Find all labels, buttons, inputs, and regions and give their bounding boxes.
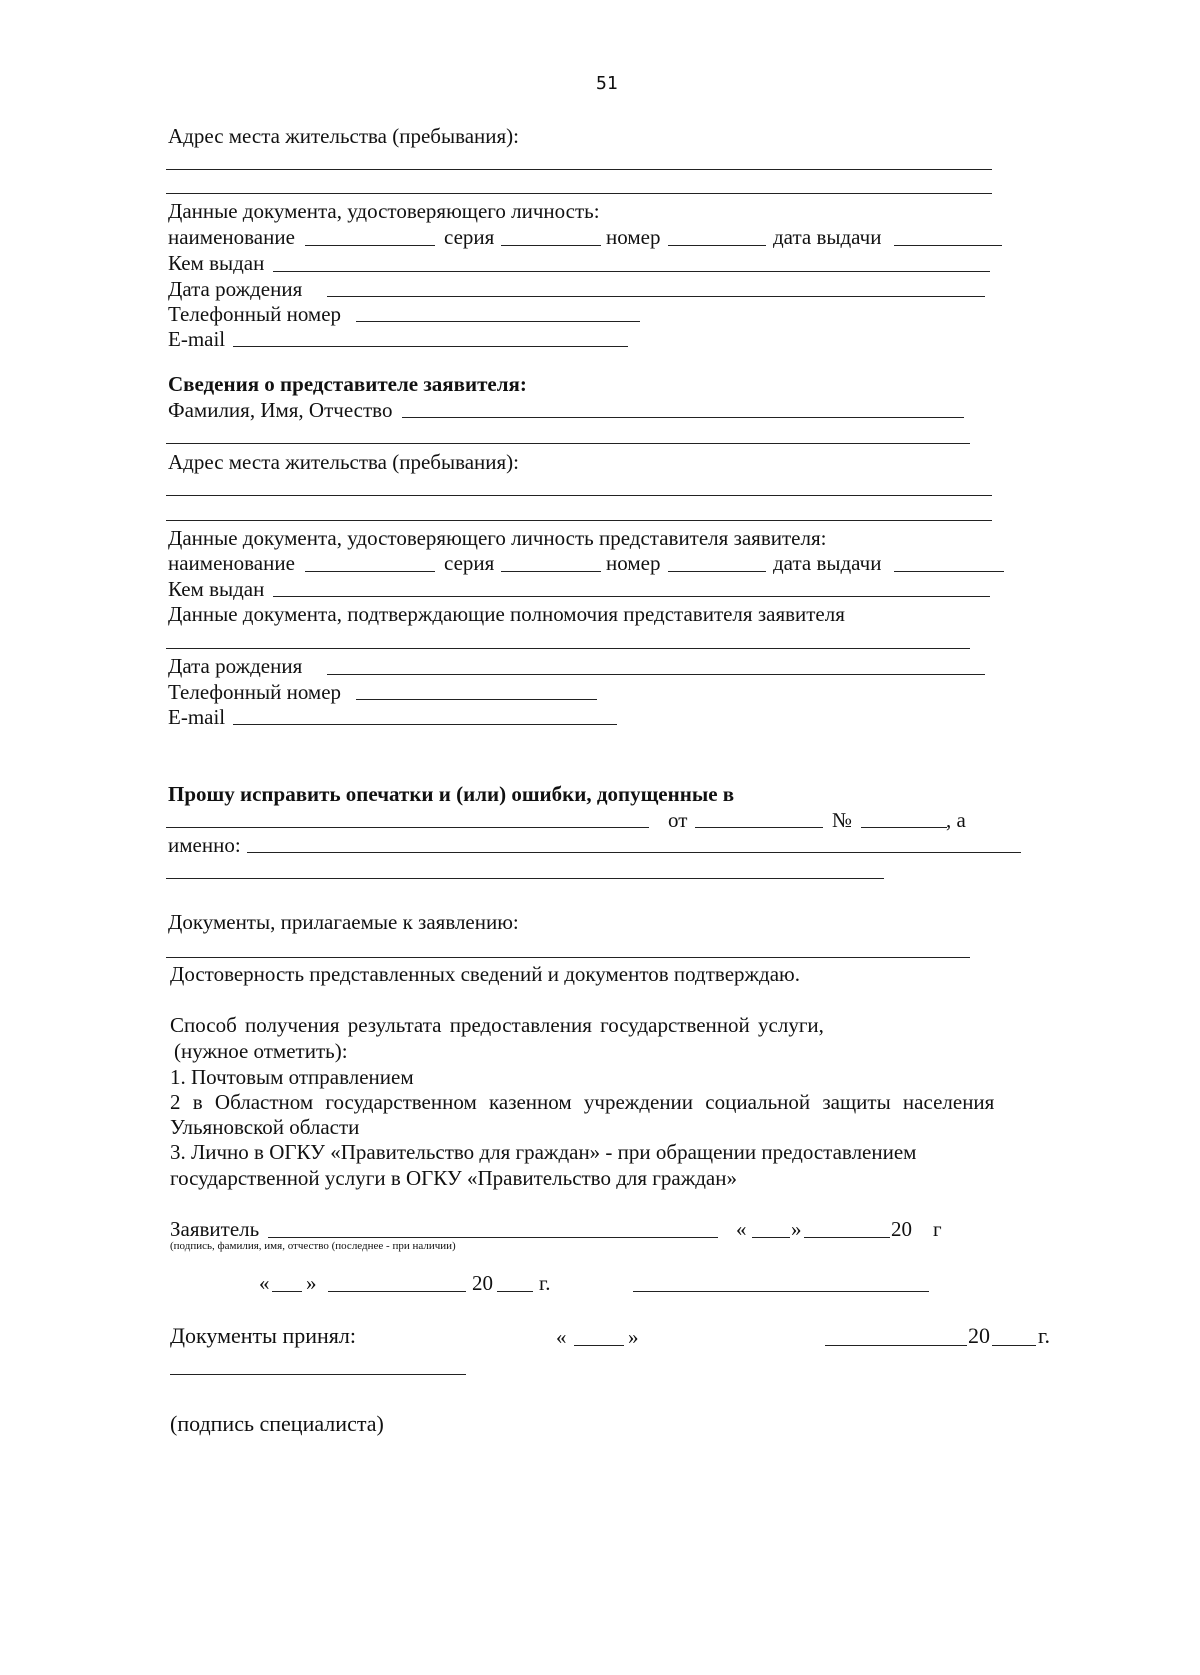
representative-email-field[interactable] xyxy=(233,724,617,725)
applicant-address-line-1[interactable] xyxy=(166,169,992,170)
accepted-date-month-field[interactable] xyxy=(825,1345,967,1346)
accepted-date-quote-close: » xyxy=(628,1325,639,1349)
applicant-doc-issue-date-field[interactable] xyxy=(894,245,1002,246)
representative-issued-by-label: Кем выдан xyxy=(168,577,265,601)
request-namely-field[interactable] xyxy=(247,852,1021,853)
representative-doc-number-label: номер xyxy=(606,551,661,575)
applicant-signature-field[interactable] xyxy=(268,1237,718,1238)
request-comma-a: , а xyxy=(946,808,966,832)
representative-address-line-2[interactable] xyxy=(166,520,992,521)
applicant-phone-label: Телефонный номер xyxy=(168,302,342,326)
representative-doc-name-field[interactable] xyxy=(305,571,435,572)
applicant-date-quote-open: « xyxy=(736,1217,747,1241)
applicant-doc-series-field[interactable] xyxy=(501,245,601,246)
applicant-date-month-field[interactable] xyxy=(804,1237,890,1238)
applicant-doc-series-label: серия xyxy=(444,225,495,249)
applicant-address-line-2[interactable] xyxy=(166,193,992,194)
applicant-date-year-suffix: г xyxy=(933,1217,942,1241)
specialist-caption: (подпись специалиста) xyxy=(170,1411,384,1436)
representative-authority-doc-label: Данные документа, подтверждающие полномочия представителя заявителя xyxy=(168,602,845,626)
representative-heading: Сведения о представителе заявителя: xyxy=(168,372,527,396)
request-number-sign: № xyxy=(832,808,853,832)
request-heading: Прошу исправить опечатки и (или) ошибки, допущенные в xyxy=(168,782,735,806)
representative-email-label: E-mail xyxy=(168,705,226,729)
applicant-id-doc-label: Данные документа, удостоверяющего личность: xyxy=(168,199,600,223)
confirmation-text: Достоверность представленных сведений и документов подтверждаю. xyxy=(170,962,800,986)
representative-doc-series-label: серия xyxy=(444,551,495,575)
applicant-doc-number-field[interactable] xyxy=(668,245,766,246)
accepted-date-year-field[interactable] xyxy=(992,1345,1036,1346)
applicant-date-year-prefix: 20 xyxy=(891,1217,912,1241)
representative-fio-label: Фамилия, Имя, Отчество xyxy=(168,398,393,422)
request-date-field[interactable] xyxy=(695,827,823,828)
accepted-date-quote-open: « xyxy=(556,1325,567,1349)
request-number-field[interactable] xyxy=(861,827,947,828)
representative-birth-date-label: Дата рождения xyxy=(168,654,303,678)
accepted-date-year-suffix: г. xyxy=(1038,1323,1051,1348)
applicant-phone-field[interactable] xyxy=(356,321,640,322)
request-document-field[interactable] xyxy=(166,827,649,828)
representative-issued-by-field[interactable] xyxy=(273,596,990,597)
representative-phone-label: Телефонный номер xyxy=(168,680,342,704)
second-date-month-field[interactable] xyxy=(328,1291,466,1292)
second-date-quote-close: » xyxy=(306,1271,317,1295)
accepted-label: Документы принял: xyxy=(170,1323,356,1348)
applicant-address-label: Адрес места жительства (пребывания): xyxy=(168,124,520,148)
second-date-year-suffix: г. xyxy=(539,1271,551,1295)
method-note: (нужное отметить): xyxy=(174,1039,348,1063)
applicant-issued-by-field[interactable] xyxy=(273,271,990,272)
request-from-label: от xyxy=(668,808,688,832)
attachments-label: Документы, прилагаемые к заявлению: xyxy=(168,910,519,934)
representative-doc-issue-date-label: дата выдачи xyxy=(773,551,882,575)
request-namely-line-2[interactable] xyxy=(166,878,884,879)
representative-doc-name-label: наименование xyxy=(168,551,295,575)
method-option-3-line-1[interactable]: 3. Лично в ОГКУ «Правительство для граждан» - при обращении предоставлением xyxy=(170,1140,917,1164)
representative-id-doc-label: Данные документа, удостоверяющего личность представителя заявителя: xyxy=(168,526,827,550)
method-title: Способ получения результата предоставления государственной услуги, xyxy=(170,1013,824,1037)
applicant-doc-number-label: номер xyxy=(606,225,661,249)
specialist-signature-field[interactable] xyxy=(170,1374,466,1375)
representative-doc-series-field[interactable] xyxy=(501,571,601,572)
applicant-doc-issue-date-label: дата выдачи xyxy=(773,225,882,249)
representative-fio-line-2[interactable] xyxy=(166,443,970,444)
second-date-day-field[interactable] xyxy=(272,1291,302,1292)
applicant-birth-date-label: Дата рождения xyxy=(168,277,303,301)
method-option-1[interactable]: 1. Почтовым отправлением xyxy=(170,1065,414,1089)
method-option-2-line-1[interactable]: 2 в Областном государственном казенном учреждении социальной защиты населения xyxy=(170,1090,995,1114)
representative-authority-doc-field[interactable] xyxy=(166,648,970,649)
attachments-field[interactable] xyxy=(166,957,970,958)
representative-doc-issue-date-field[interactable] xyxy=(894,571,1004,572)
second-date-quote-open: « xyxy=(259,1271,270,1295)
applicant-email-field[interactable] xyxy=(233,346,628,347)
second-date-year-field[interactable] xyxy=(497,1291,533,1292)
second-date-year-prefix: 20 xyxy=(472,1271,493,1295)
representative-phone-field[interactable] xyxy=(356,699,597,700)
applicant-email-label: E-mail xyxy=(168,327,226,351)
request-namely-label: именно: xyxy=(168,833,241,857)
page-number: 51 xyxy=(596,73,618,94)
applicant-doc-name-field[interactable] xyxy=(305,245,435,246)
applicant-date-quote-close: » xyxy=(791,1217,802,1241)
applicant-signature-caption: (подпись, фамилия, имя, отчество (последнее - при наличии) xyxy=(170,1240,456,1252)
accepted-date-day-field[interactable] xyxy=(574,1345,624,1346)
representative-birth-date-field[interactable] xyxy=(327,674,985,675)
applicant-birth-date-field[interactable] xyxy=(327,296,985,297)
representative-fio-field[interactable] xyxy=(402,417,964,418)
applicant-signature-label: Заявитель xyxy=(170,1217,260,1241)
applicant-doc-name-label: наименование xyxy=(168,225,295,249)
second-signature-field[interactable] xyxy=(633,1291,929,1292)
accepted-date-year-prefix: 20 xyxy=(968,1323,990,1348)
applicant-issued-by-label: Кем выдан xyxy=(168,251,265,275)
representative-address-label: Адрес места жительства (пребывания): xyxy=(168,450,520,474)
representative-address-line-1[interactable] xyxy=(166,495,992,496)
applicant-date-day-field[interactable] xyxy=(752,1237,790,1238)
method-option-3-line-2[interactable]: государственной услуги в ОГКУ «Правительство для граждан» xyxy=(170,1166,737,1190)
representative-doc-number-field[interactable] xyxy=(668,571,766,572)
method-option-2-line-2[interactable]: Ульяновской области xyxy=(170,1115,360,1139)
